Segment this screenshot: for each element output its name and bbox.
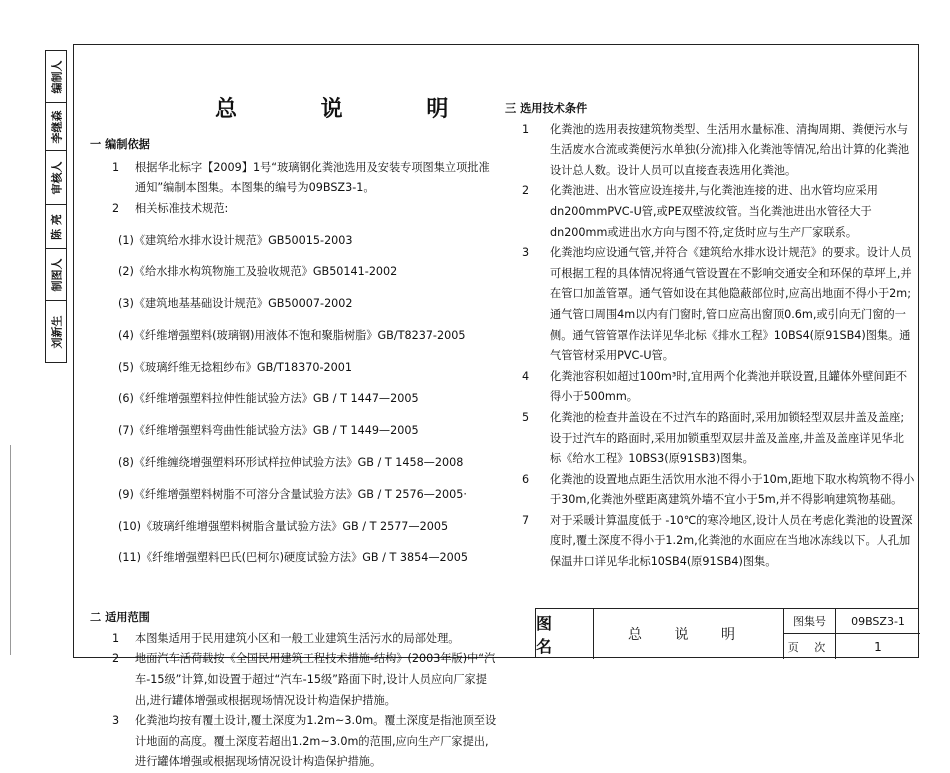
section-heading: 一 编制依据 (90, 138, 150, 151)
title-block-title: 总 说 明 (594, 609, 784, 659)
section-heading: 二 适用范围 (90, 611, 150, 625)
list-item: 1 根据华北标字【2009】1号“玻璃钢化粪池选用及安装专项图集立项批准通知”编制本图集。本图集的编号为09BSZ3-1。 (112, 160, 490, 195)
list-item: 2 地面汽车活荷载按《全国民用建筑工程技术措施-结构》(2003年版)中“汽车-15级”计算,如设置于超过“汽车-15级”路面下时,设计人员应向厂家提出,进行罐体增强或根据现场情况设计构造保护措施。 (112, 652, 496, 707)
list-item: 1 本图集适用于民用建筑小区和一般工业建筑生活污水的局部处理。 (112, 631, 460, 645)
atlas-number-label: 图集号 (784, 609, 836, 634)
list-item: 2 化粪池进、出水管应设连接井,与化粪池连接的进、出水管均应采用dn200mmPVC-U管,或PE双壁波纹管。当化粪池进出水管径大于dn200mm或进出水方向与图不符,定货时应与生产厂家联系。 (522, 184, 878, 239)
title-block-name-label: 图 名 (536, 609, 594, 659)
right-column (505, 99, 915, 573)
list-item: 5 化粪池的检查井盖设在不过汽车的路面时,采用加锁轻型双层井盖及盖座;设于过汽车的路面时,采用加锁重型双层井盖及盖座,井盖及盖座详见华北标《给水工程》10BS3(原91SB3)图集。 (522, 410, 905, 466)
page-number-value: 1 (874, 639, 882, 654)
standard-item: (10)《玻璃纤维增强塑料树脂含量试验方法》GB / T 2577—2005 (118, 519, 449, 533)
section-heading: 三 选用技术条件 (505, 102, 588, 115)
left-column (90, 135, 498, 773)
list-item: 2 相关标准技术规范: (112, 201, 229, 215)
strip-cell: 审核人 (46, 151, 66, 205)
list-item: 3 化粪池均应设通气管,并符合《建筑给水排水设计规范》的要求。设计人员可根据工程的具体情况将通气管设置在不影响交通安全和环保的草坪上,并在管口加盖管罩。通气管如设在其他隐蔽部位时,应高出地面不得小于2m;通气管口周围4m以内有门窗时,管口应高出窗顶0.6m,或引向无门窗的一侧。通气管管罩作法详见华北标《排水工程》10BS4(原91SB4)图集。通气管管材采用PVC-U管。 (522, 246, 912, 363)
standard-item: (2)《给水排水构筑物施工及验收规范》GB50141-2002 (118, 265, 398, 279)
list-item: 3 化粪池均按有覆土设计,覆土深度为1.2m~3.0m。覆土深度是指池顶至设计地面的高度。覆土深度若超出1.2m~3.0m的范围,应向生产厂家提出,进行罐体增强或根据现场情况设计构造保护措施。 (112, 714, 497, 769)
standard-item: (11)《纤维增强塑料巴氏(巴柯尔)硬度试验方法》GB / T 3854—2005 (118, 551, 469, 565)
strip-cell: 编制人 (46, 51, 66, 103)
atlas-number-value: 09BSZ3-1 (836, 609, 920, 634)
list-item: 7 对于采暖计算温度低于 -10℃的寒冷地区,设计人员在考虑化粪池的设置深度时,覆土深度不得小于1.2m,化粪池的水面应在当地冰冻线以下。人孔加保温井口详见华北标10SB4(原91SB4)图集。 (522, 513, 913, 569)
list-item: 6 化粪池的设置地点距生活饮用水池不得小于10m,距地下取水构筑物不得小于30m,化粪池外壁距离建筑外墙不宜小于5m,并不得影响建筑物基础。 (522, 472, 915, 507)
page-title: 总 说 明 (215, 96, 487, 122)
standard-item: (7)《纤维增强塑料弯曲性能试验方法》GB / T 1449—2005 (118, 424, 419, 438)
title-block (535, 608, 919, 658)
list-item: 1 化粪池的选用表按建筑物类型、生活用水量标准、清掏周期、粪便污水与生活废水合流或粪便污水单独(分流)排入化粪池等情况,给出计算的化粪池设计总人数。设计人员可以直接查表选用化粪池。 (522, 122, 910, 177)
standard-item: (5)《玻璃纤维无捻粗纱布》GB/T18370-2001 (118, 360, 352, 374)
strip-cell: 陈 亮 (46, 205, 66, 249)
list-item: 4 化粪池容积如超过100m³时,宜用两个化粪池并联设置,且罐体外壁间距不得小于500mm。 (522, 369, 908, 404)
margin-rule (10, 445, 11, 655)
strip-cell: 制图人 (46, 249, 66, 301)
standard-item: (8)《纤维缠绕增强塑料环形试样拉伸试验方法》GB / T 1458—2008 (118, 456, 464, 470)
signature-strip (45, 50, 67, 363)
page-number-label: 页 次 (784, 634, 836, 659)
standard-item: (9)《纤维增强塑料树脂不可溶分含量试验方法》GB / T 2576—2005· (118, 487, 467, 501)
standard-item: (6)《纤维增强塑料拉伸性能试验方法》GB / T 1447—2005 (118, 392, 419, 406)
standard-item: (1)《建筑给水排水设计规范》GB50015-2003 (118, 233, 353, 247)
standard-item: (4)《纤维增强塑料(玻璃钢)用液体不饱和聚脂树脂》GB/T8237-2005 (118, 328, 466, 342)
strip-cell: 刘新生 (50, 315, 63, 348)
strip-cell: 李继森 (46, 103, 66, 151)
standard-item: (3)《建筑地基基础设计规范》GB50007-2002 (118, 297, 353, 311)
